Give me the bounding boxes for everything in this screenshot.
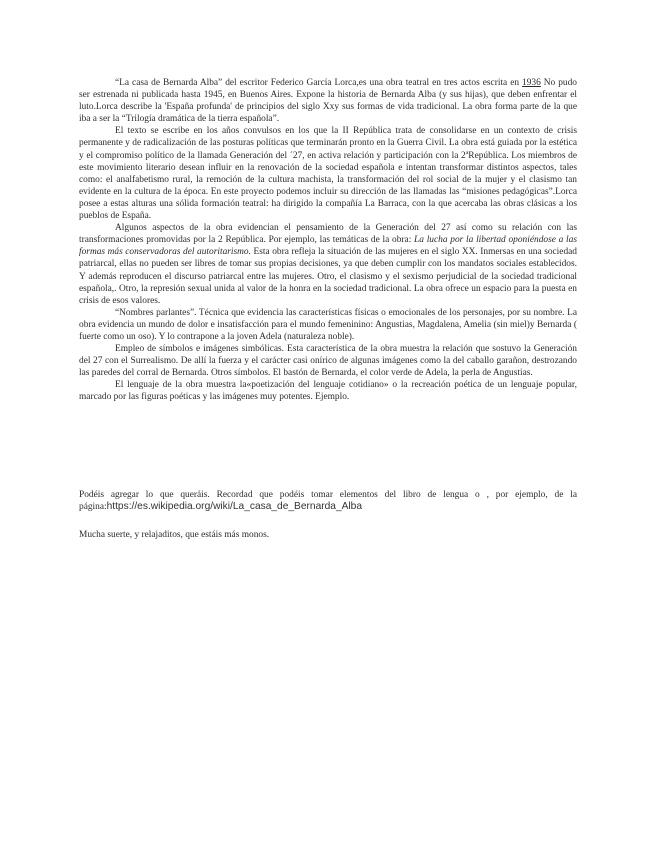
paragraph-names bbox=[79, 307, 577, 343]
paragraph-language bbox=[79, 379, 577, 403]
paragraph-intro bbox=[79, 77, 577, 125]
italic-text-run: La lucha por la libertad oponiéndose a las formas más conservadoras del autoritarismo. bbox=[79, 235, 577, 258]
paragraph-themes bbox=[79, 222, 577, 307]
note-text: Podéis agregar lo que queráis. Recordad que podéis tomar elementos del libro de lengua o , por ejemplo, de la página: bbox=[79, 490, 577, 513]
text-run: El lenguaje de la obra muestra la«poetización del lenguaje cotidiano» o la recreación poética de un lenguaje popular, marcado por las figuras poéticas y las imágenes muy potentes. Ejemplo. bbox=[79, 380, 577, 403]
text-run: Algunos aspectos de la obra evidencian el pensamiento de la Generación del 27 así como su relación con las transformaciones promovidas por la 2 República. Por ejemplo, las temáticas de la obra: bbox=[79, 223, 577, 246]
wikipedia-link[interactable]: https://es.wikipedia.org/wiki/La_casa_de_Bernarda_Alba bbox=[106, 501, 363, 513]
document-body bbox=[79, 77, 577, 404]
text-run: No pudo ser estrenada ni publicada hasta 1945, en Buenos Aires. Expone la historia de Bernarda Alba (y sus hijas), que deben enfrentar el luto.Lorca describe la 'España profunda' de principios del siglo Xxy sus formas de vida tradicional. La obra forma parte de la que iba a ser la “Trilogía dramática de la tierra española”. bbox=[79, 78, 577, 125]
resource-note bbox=[79, 489, 577, 513]
text-run: “La casa de Bernarda Alba” del escritor Federico García Lorca,es una obra teatral en tres actos escrita en bbox=[115, 78, 523, 88]
year-link[interactable]: 1936 bbox=[522, 78, 541, 88]
paragraph-context bbox=[79, 125, 577, 222]
text-run: “Nombres parlantes”. Técnica que evidencia las características físicas o emocionales de los personajes, por su nombre. La obra evidencia un mundo de dolor e insatisfacción para el mundo femeninino: Angustias, Magdalena, Amelia (sin miel)y Bernarda ( fuerte como un oso). Y lo contrapone a la joven Adela (naturaleza noble). bbox=[79, 307, 577, 342]
paragraph-symbols bbox=[79, 343, 577, 379]
closing-line: Mucha suerte, y relajaditos, que estáis más monos. bbox=[79, 530, 270, 540]
text-run: Esta obra refleja la situación de las mujeres en el siglo XX. Inmersas en una sociedad patriarcal, ellas no pueden ser libres de tomar sus propias decisiones, ya que deben cumplir con los mandatos sociales establecidos. Y además reproducen el discurso patriarcal entre las mujeres. Otro, el clasismo y el sexismo perjudicial de la sociedad tradicional española,. Otro, la represión sexual unida al valor de la honra en la sociedad tradicional. La obra ofrece un espacio para la puesta en crisis de esos valores. bbox=[79, 247, 577, 306]
text-run: Empleo de símbolos e imágenes simbólicas. Esta característica de la obra muestra la relación que sostuvo la Generación del 27 con el Surrealismo. De allí la fuerza y el carácter casi onírico de algunas imágenes como la del caballo garañon, destrozando las paredes del corral de Bernarda. Otros símbolos. El bastón de Bernarda, el color verde de Adela, la perla de Angustias. bbox=[79, 344, 577, 379]
text-run: El texto se escribe en los años convulsos en los que la II República trata de consolidarse en un contexto de crisis permanente y de radicalización de las posturas políticas que terminarán pronto en la Guerra Civil. La obra está guiada por la estética y el compromiso político de la llamada Generación del ´27, en activa relación y participación con la 2ªRepública. Los miembros de este movimiento literario desean influir en la renovación de la sociedad española e intentan transformar distintos aspectos, tales como: el analfabetismo rural, la remoción de la cultura machista, la transformación del rol social de la mujer y el clasismo tan evidente en la cultura de la época. En este proyecto podemos incluir su dirección de las llamadas las “misiones pedagógicas”.Lorca posee a estas alturas una sólida formación teatral: ha dirigido la compañía La Barraca, con la que acercaba las obras clásicas a los pueblos de España. bbox=[79, 126, 577, 222]
